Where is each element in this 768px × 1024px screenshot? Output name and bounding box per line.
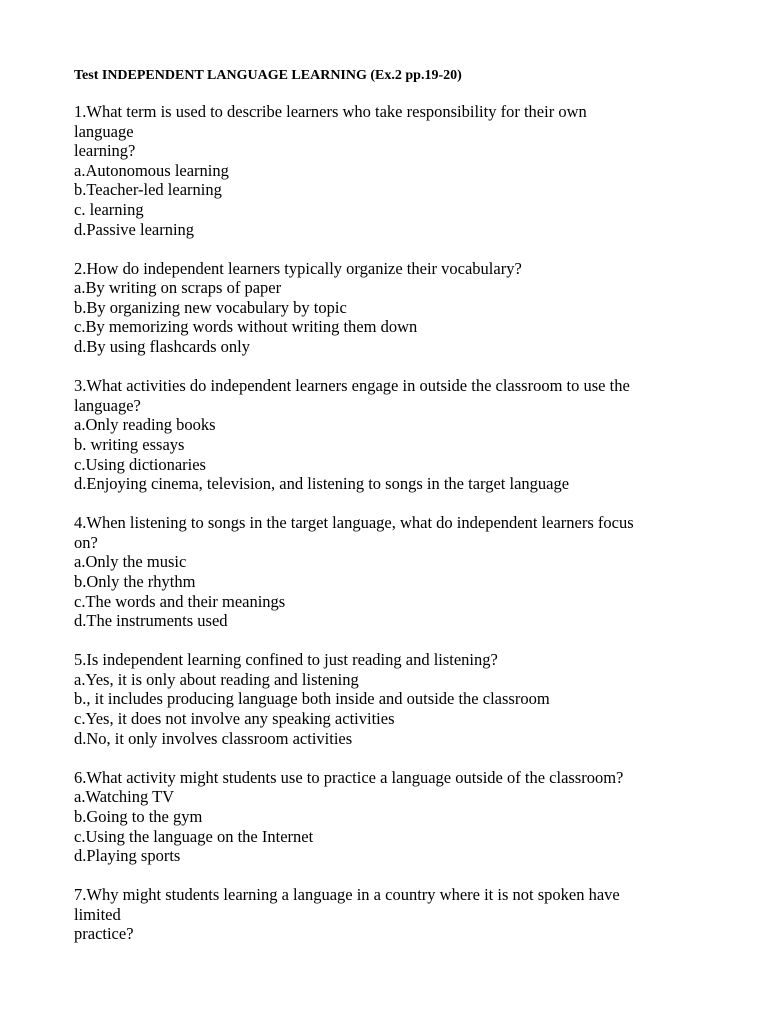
question-4-option-b: b.Only the rhythm <box>74 571 196 591</box>
question-3-option-d: d.Enjoying cinema, television, and listening to songs in the target language <box>74 474 570 494</box>
question-1-text-line-2: language <box>74 121 134 141</box>
question-2-option-a: a.By writing on scraps of paper <box>74 278 282 298</box>
question-4-text-line-1: 4.When listening to songs in the target language, what do independent learners focus <box>74 513 634 533</box>
question-1-text-line-3: learning? <box>74 141 136 161</box>
question-1-option-d: d.Passive learning <box>74 219 195 239</box>
question-1 <box>74 102 714 239</box>
question-4 <box>74 513 714 631</box>
question-2-option-c: c.By memorizing words without writing them down <box>74 317 418 337</box>
question-4-text-line-2: on? <box>74 532 98 552</box>
question-3-option-b: b. writing essays <box>74 434 185 454</box>
question-5-option-c: c.Yes, it does not involve any speaking activities <box>74 709 395 729</box>
question-5 <box>74 650 714 748</box>
question-5-text-line-1: 5.Is independent learning confined to just reading and listening? <box>74 650 498 670</box>
question-1-option-b: b.Teacher-led learning <box>74 180 222 200</box>
question-5-option-b: b., it includes producing language both inside and outside the classroom <box>74 689 550 709</box>
question-6-option-b: b.Going to the gym <box>74 806 203 826</box>
question-7-text-line-3: practice? <box>74 924 134 944</box>
question-6-option-c: c.Using the language on the Internet <box>74 826 314 846</box>
question-7 <box>74 885 714 944</box>
question-3-option-a: a.Only reading books <box>74 415 216 435</box>
question-6-text-line-1: 6.What activity might students use to practice a language outside of the classroom? <box>74 767 624 787</box>
question-2-option-d: d.By using flashcards only <box>74 337 250 357</box>
question-1-option-a: a.Autonomous learning <box>74 160 229 180</box>
document-page <box>74 66 714 963</box>
question-6 <box>74 768 714 866</box>
question-5-option-d: d.No, it only involves classroom activities <box>74 728 353 748</box>
question-4-option-d: d.The instruments used <box>74 611 228 631</box>
question-1-text-line-1: 1.What term is used to describe learners who take responsibility for their own <box>74 102 587 121</box>
question-1-option-c: c. learning <box>74 199 144 219</box>
question-6-option-d: d.Playing sports <box>74 846 181 866</box>
question-3-option-c: c.Using dictionaries <box>74 454 206 474</box>
question-7-text-line-2: limited <box>74 904 121 924</box>
question-7-text-line-1: 7.Why might students learning a language in a country where it is not spoken have <box>74 885 620 905</box>
question-5-option-a: a.Yes, it is only about reading and listening <box>74 669 359 689</box>
question-4-option-a: a.Only the music <box>74 552 187 572</box>
question-6-option-a: a.Watching TV <box>74 787 175 807</box>
question-3-text-line-2: language? <box>74 395 141 415</box>
document-title: Test INDEPENDENT LANGUAGE LEARNING (Ex.2 pp.19-20) <box>74 68 462 83</box>
question-2-text-line-1: 2.How do independent learners typically organize their vocabulary? <box>74 258 522 278</box>
question-3-text-line-1: 3.What activities do independent learners engage in outside the classroom to use the <box>74 376 630 396</box>
question-3 <box>74 376 714 494</box>
question-4-option-c: c.The words and their meanings <box>74 591 286 611</box>
question-2 <box>74 259 714 357</box>
question-2-option-b: b.By organizing new vocabulary by topic <box>74 297 347 317</box>
